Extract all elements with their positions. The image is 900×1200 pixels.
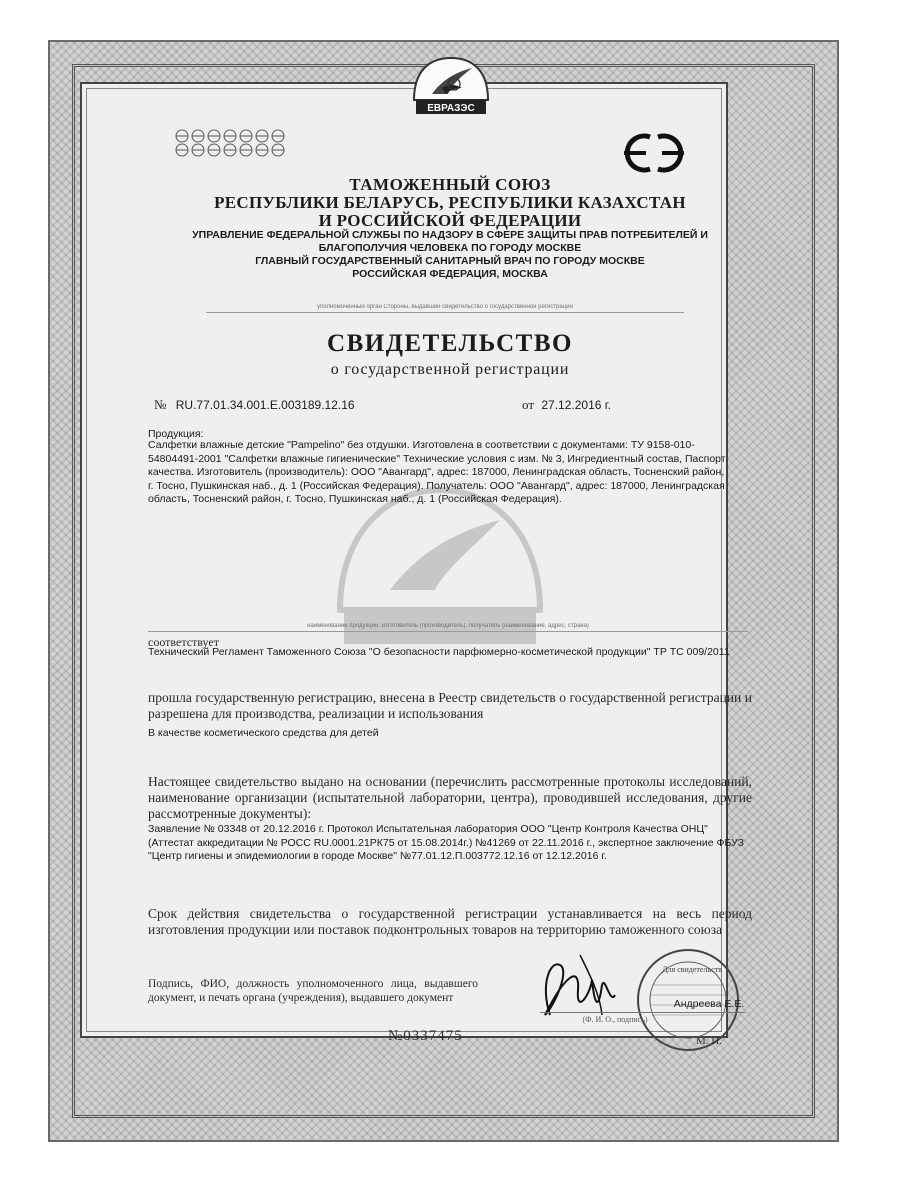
compliance-label: соответствует [148,635,219,649]
registration-number: RU.77.01.34.001.E.003189.12.16 [175,398,355,412]
union-line-1: ТАМОЖЕННЫЙ СОЮЗ [349,175,551,194]
rosette-ornament [170,128,286,158]
eac-mark-icon [616,128,692,178]
product-rule [148,631,748,632]
product-caption: наименование продукции, изготовитель (производитель), получатель (наименование, адрес, страна) [307,623,589,629]
compliance-text: Технический Регламент Таможенного Союза "О безопасности парфюмерно-косметической продукции" ТР ТС 009/2011 [148,646,730,658]
product-text: Салфетки влажные детские "Pampelino" без отдушки. Изготовлена в соответствии с документами: ТУ 9158-010-54804491-2001 "Салфетки влажные гигиенические" Технические условия с изм. № 3, Ингредиентный состав, Паспорт качества. Изготовитель (производитель): ООО "Авангард", адрес: 187000, Ленинградская область, Тосненский район, г. Тосно, Пушкинская наб., д. 1 (Российская Федерация). Получатель: ООО "Авангард", адрес: 187000, Ленинградская область, Тосненский район, г. Тосно, Пушкинская наб., д. 1 (Российская Федерация). [148,439,726,505]
fio-label: (Ф. И. О., подпись) [582,1015,648,1024]
signature-caption: Подпись, ФИО, должность уполномоченного лица, выдавшего документ, и печать органа (учреждения), выдавшего документ [148,978,478,1004]
logo-text: ЕВРАЗЭС [427,103,475,114]
authority-line-1: УПРАВЛЕНИЕ ФЕДЕРАЛЬНОЙ СЛУЖБЫ ПО НАДЗОРУ В СФЕРЕ ЗАЩИТЫ ПРАВ ПОТРЕБИТЕЛЕЙ И [192,229,708,241]
product-label: Продукция: [148,428,204,440]
signatory-name: Андреева Е.Е. [673,998,745,1010]
euraes-logo [408,54,494,120]
certificate-subtitle: о государственной регистрации [330,361,570,378]
validity-text: Срок действия свидетельства о государственной регистрации устанавливается на весь период изготовления продукции или поставок подконтрольных товаров на территорию таможенного союза [148,906,752,937]
registration-date: 27.12.2016 г. [541,398,611,412]
registration-date-prefix: от [522,397,535,412]
authority-line-3: ГЛАВНЫЙ ГОСУДАРСТВЕННЫЙ САНИТАРНЫЙ ВРАЧ ПО ГОРОДУ МОСКВЕ [255,255,645,267]
authority-line-2: БЛАГОПОЛУЧИЯ ЧЕЛОВЕКА ПО ГОРОДУ МОСКВЕ [318,242,582,254]
registered-text: прошла государственную регистрацию, внесена в Реестр свидетельств о государственной регистрации и разрешена для производства, реализации и использования [148,690,752,721]
certificate-title: СВИДЕТЕЛЬСТВО [327,330,573,357]
authority-rule [206,312,684,313]
basis-text: Заявление № 03348 от 20.12.2016 г. Протокол Испытательная лаборатория ООО "Центр Контроля Качества ОНЦ" (Аттестат аккредитации № РОСС RU.0001.21РК75 от 15.08.2014г.) №41269 от 22.11.2016 г., экспертное заключение ФБУЗ "Центр гигиены и эпидемиологии в городе Москве" №77.01.12.П.003772.12.16 от 12.12.2016 г. [148,823,744,862]
registration-number-prefix: № [154,397,167,412]
stamp-text: Для свидетельств [662,965,722,974]
usage-text: В качестве косметического средства для детей [148,727,379,739]
union-line-2: РЕСПУБЛИКИ БЕЛАРУСЬ, РЕСПУБЛИКИ КАЗАХСТАН [214,193,686,212]
authority-caption: уполномоченный орган Стороны, выдавший свидетельство о государственной регистрации [317,304,573,310]
authority-line-4: РОССИЙСКАЯ ФЕДЕРАЦИЯ, МОСКВА [352,268,548,280]
serial-number: №0337475 [388,1028,463,1044]
union-line-3: И РОССИЙСКОЙ ФЕДЕРАЦИИ [318,211,582,230]
signature-rule [540,1012,745,1013]
basis-intro: Настоящее свидетельство выдано на основании (перечислить рассмотренные протоколы исследований, наименование организации (испытательной лаборатории, центра), проводившей исследования, другие рассмотренные документы): [148,774,752,821]
registration-date-row [522,397,672,413]
stamp-place-label: М. П. [696,1035,722,1047]
